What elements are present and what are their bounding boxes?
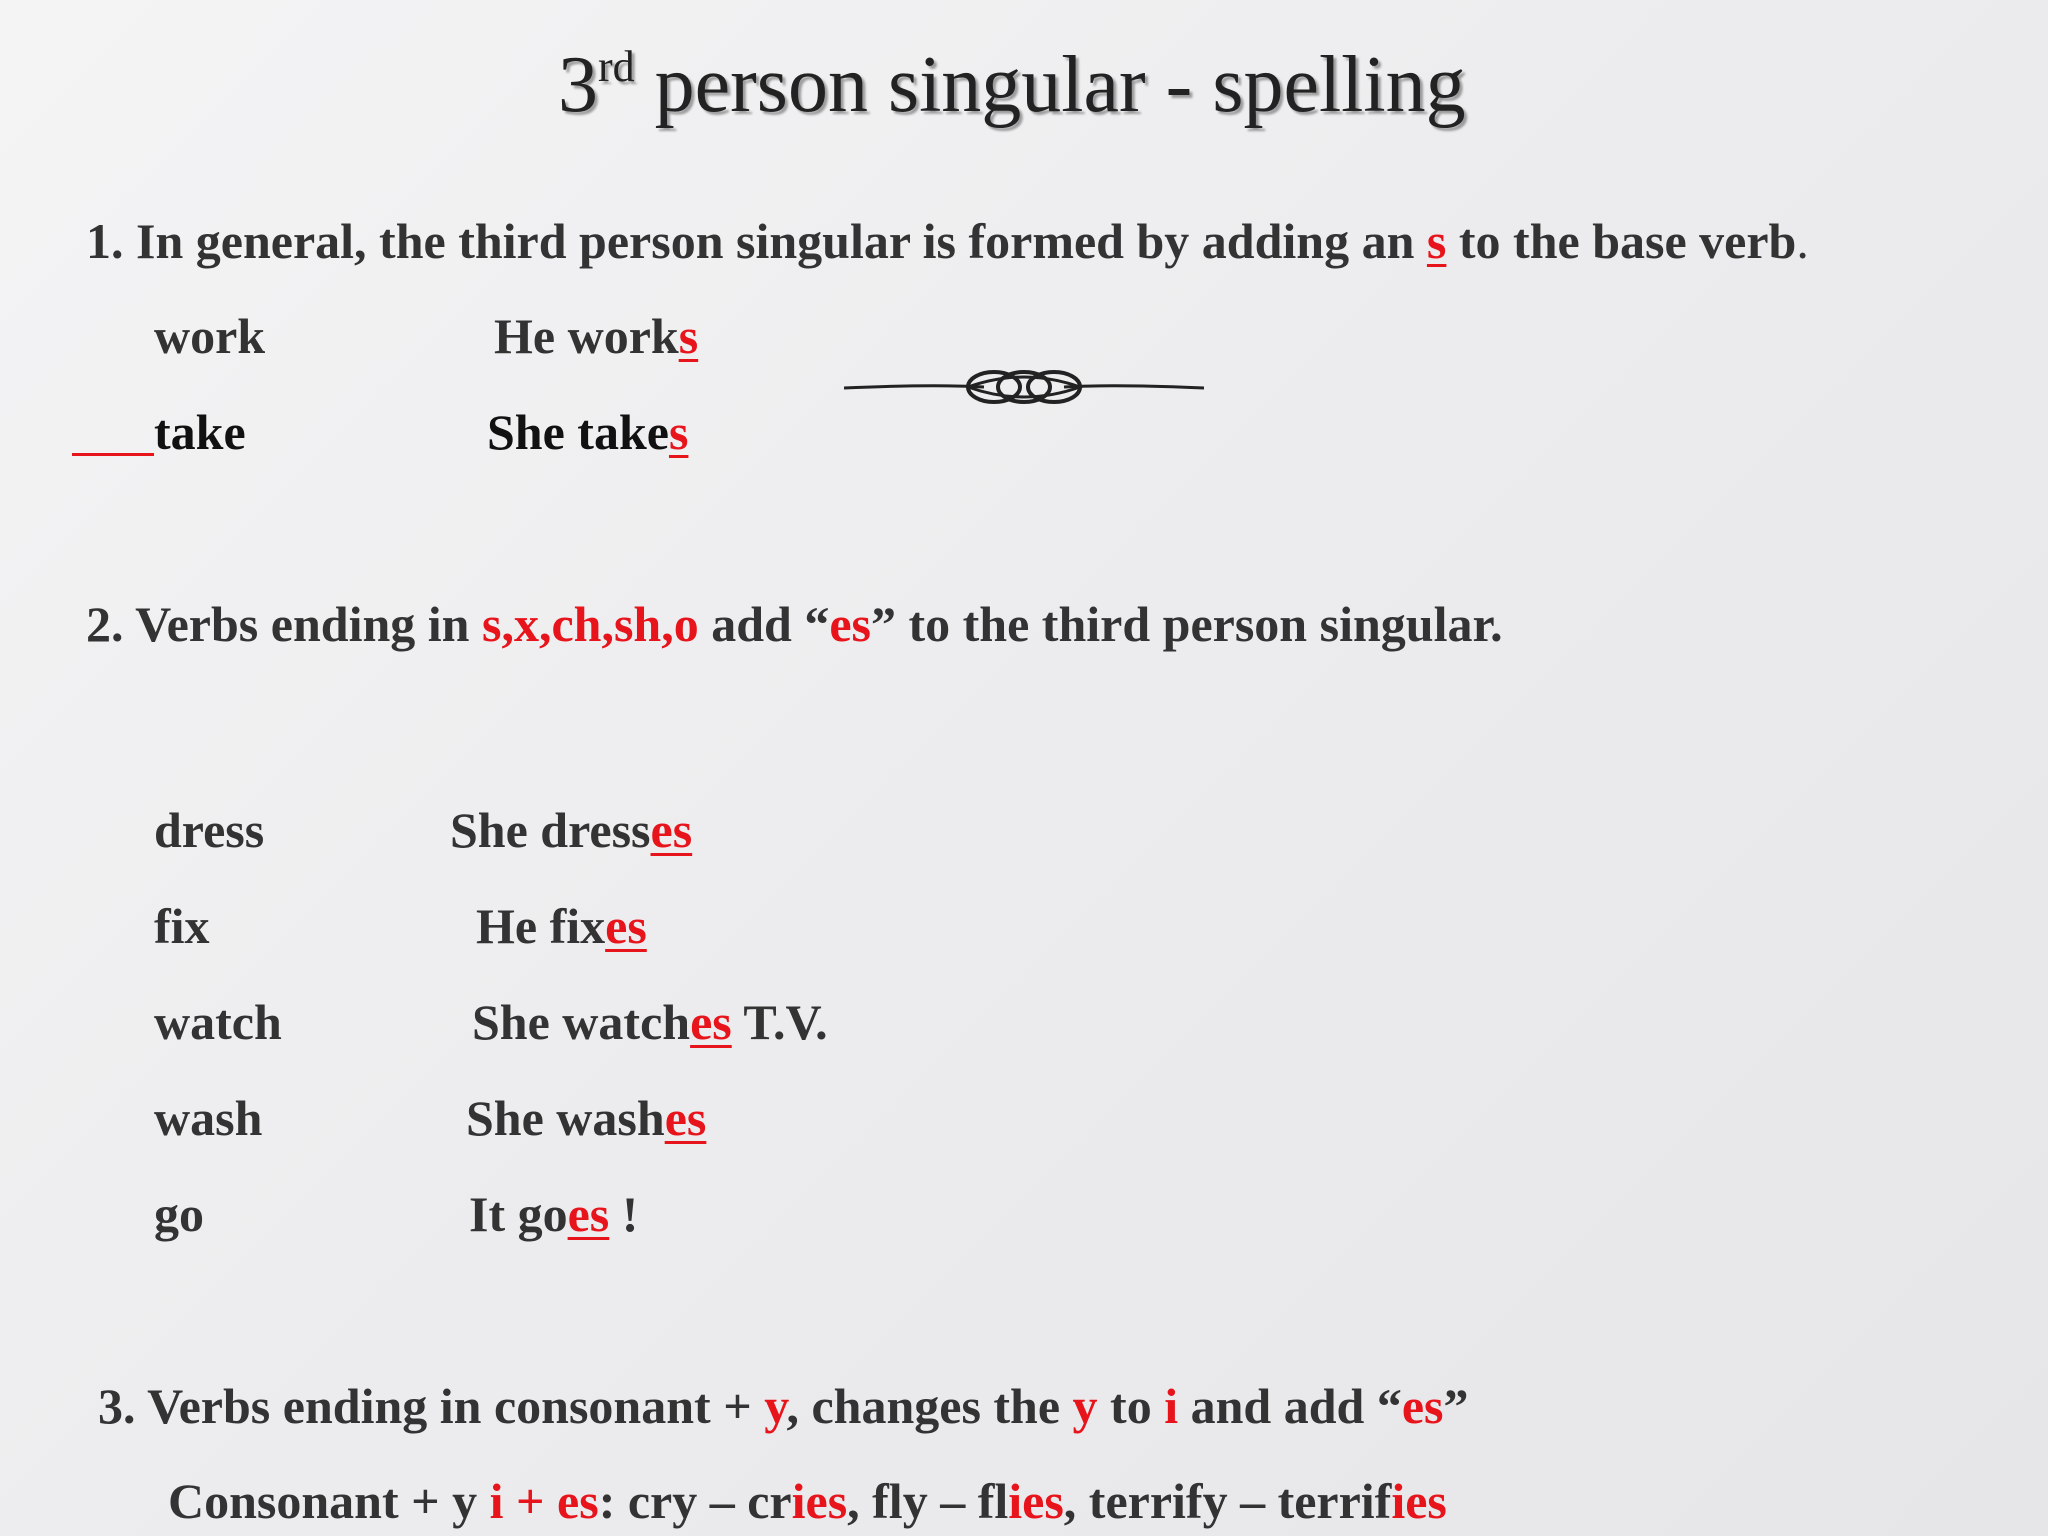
example-go: It goes ! [469,1186,639,1242]
base-verb-go: go [154,1186,204,1242]
example-work: He works [494,308,699,364]
rule-1: 1. In general, the third person singular is formed by adding an s to the base verb. [86,213,1809,269]
page-title: 3rd person singular - spelling [558,41,1466,129]
base-verb-fix: fix [154,898,210,954]
base-verb-work: work [154,308,266,364]
example-watch: She watches T.V. [472,994,828,1050]
example-fix: He fixes [476,898,647,954]
flourish-divider-icon [844,362,1204,412]
example-wash: She washes [466,1090,707,1146]
suffix-s: s [1426,213,1447,269]
base-verb-take: take [154,404,246,460]
rule-3: 3. Verbs ending in consonant + y, changes the y to i and add “es” [98,1378,1469,1434]
base-verb-watch: watch [154,994,282,1050]
example-take: She takes [487,404,689,460]
base-verb-wash: wash [154,1090,263,1146]
rule-3-examples: Consonant + y i + es: cry – cries, fly – flies, terrify – terrifies [168,1473,1447,1529]
example-dress: She dresses [450,802,693,858]
blank-underline [72,453,154,456]
ending-letters: s,x,ch,sh,o [481,596,699,652]
rule-2: 2. Verbs ending in s,x,ch,sh,o add “es” to the third person singular. [86,596,1503,652]
base-verb-dress: dress [154,802,265,858]
